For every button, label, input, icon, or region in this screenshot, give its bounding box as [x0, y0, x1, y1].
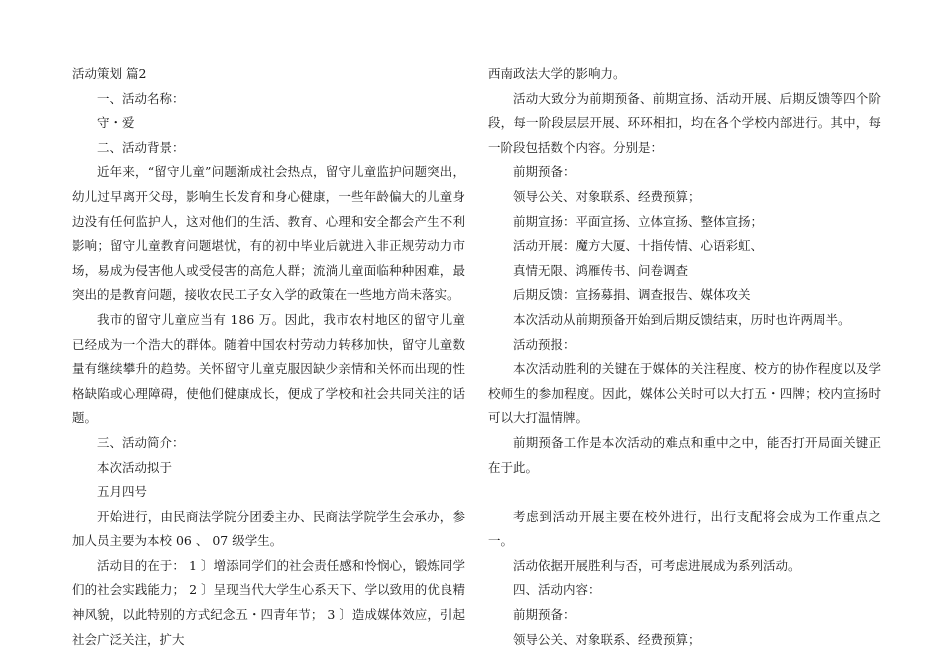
left-column: [72, 62, 465, 652]
paragraph: 四、活动内容：: [513, 582, 601, 598]
paragraph: 西南政法大学的影响力。: [488, 66, 626, 81]
paragraph: 活动大致分为前期预备、前期宣扬、活动开展、后期反馈等四个阶段，每一阶段层层开展、环环相扣，均在各个学校内部进行。其中，每一阶段包括数个内容。分别是：: [488, 90, 881, 155]
paragraph: 守・爱: [97, 115, 135, 131]
paragraph: 我市的留守儿童应当有 186 万。因此，我市农村地区的留守儿童已经成为一个浩大的群体。随着中国农村劳动力转移加快，留守儿童数量有继续攀升的趋势。关怀留守儿童克服因缺少亲情和关怀而出现的性格缺陷或心理障碍，使他们健康成长，便成了学校和社会共同关注的话题。: [72, 311, 465, 426]
paragraph: 三、活动简介：: [97, 434, 185, 450]
paragraph-gap: [488, 480, 881, 505]
paragraph: 活动策划 篇2: [72, 66, 147, 81]
paragraph: 本次活动拟于: [97, 459, 173, 475]
paragraph: 一、活动名称：: [97, 90, 185, 106]
paragraph: 五月四号: [97, 484, 148, 500]
paragraph: 本次活动从前期预备开始到后期反馈结束，历时也许两周半。: [513, 311, 851, 327]
paragraph: 考虑到活动开展主要在校外进行，出行支配将会成为工作重点之一。: [488, 508, 881, 549]
paragraph: 开始进行，由民商法学院分团委主办、民商法学院学生会承办，参加人员主要为本校 06 、 07 级学生。: [72, 508, 465, 549]
paragraph: 前期宣扬：平面宣扬、立体宣扬、整体宣扬；: [513, 213, 764, 229]
paragraph: 活动开展：魔方大厦、十指传情、心语彩虹、: [513, 238, 764, 254]
paragraph: 二、活动背景：: [97, 139, 185, 155]
paragraph: 领导公关、对象联系、经费预算；: [513, 188, 701, 204]
paragraph: 活动预报：: [513, 336, 576, 352]
paragraph: 近年来，“留守儿童”问题渐成社会热点，留守儿童监护问题突出，幼儿过早离开父母，影响生长发育和身心健康，一些年龄偏大的儿童身边没有任何监护人，这对他们的生活、教育、心理和安全都会产生不利影响；留守儿童教育问题堪忧，有的初中毕业后就进入非正规劳动力市场，易成为侵害他人或受侵害的高危人群；流淌儿童面临种种困难，最突出的是教育问题，接收农民工子女入学的政策在一些地方尚未落实。: [72, 164, 465, 303]
paragraph: 本次活动胜利的关键在于媒体的关注程度、校方的协作程度以及学校师生的参加程度。因此，媒体公关时可以大打五・四牌；校内宣扬时可以大打温情牌。: [488, 361, 881, 426]
paragraph: 前期预备工作是本次活动的难点和重中之中，能否打开局面关键正在于此。: [488, 434, 881, 475]
paragraph: 真情无限、鸿雁传书、问卷调查: [513, 262, 689, 278]
right-column: [488, 62, 881, 652]
paragraph: 领导公关、对象联系、经费预算；: [513, 631, 701, 647]
paragraph: 活动目的在于： 1 〕增添同学们的社会责任感和怜悯心，锻炼同学们的社会实践能力； 2 〕呈现当代大学生心系天下、学以致用的优良精神风貌，以此特别的方式纪念五・四青年节； 3 〕造成媒体效应，引起社会广泛关注，扩大: [72, 557, 465, 647]
paragraph: 后期反馈：宣扬募捐、调查报告、媒体攻关: [513, 287, 751, 303]
paragraph: 活动依据开展胜利与否，可考虑进展成为系列活动。: [513, 557, 801, 573]
paragraph: 前期预备：: [513, 607, 576, 623]
paragraph: 前期预备：: [513, 164, 576, 180]
